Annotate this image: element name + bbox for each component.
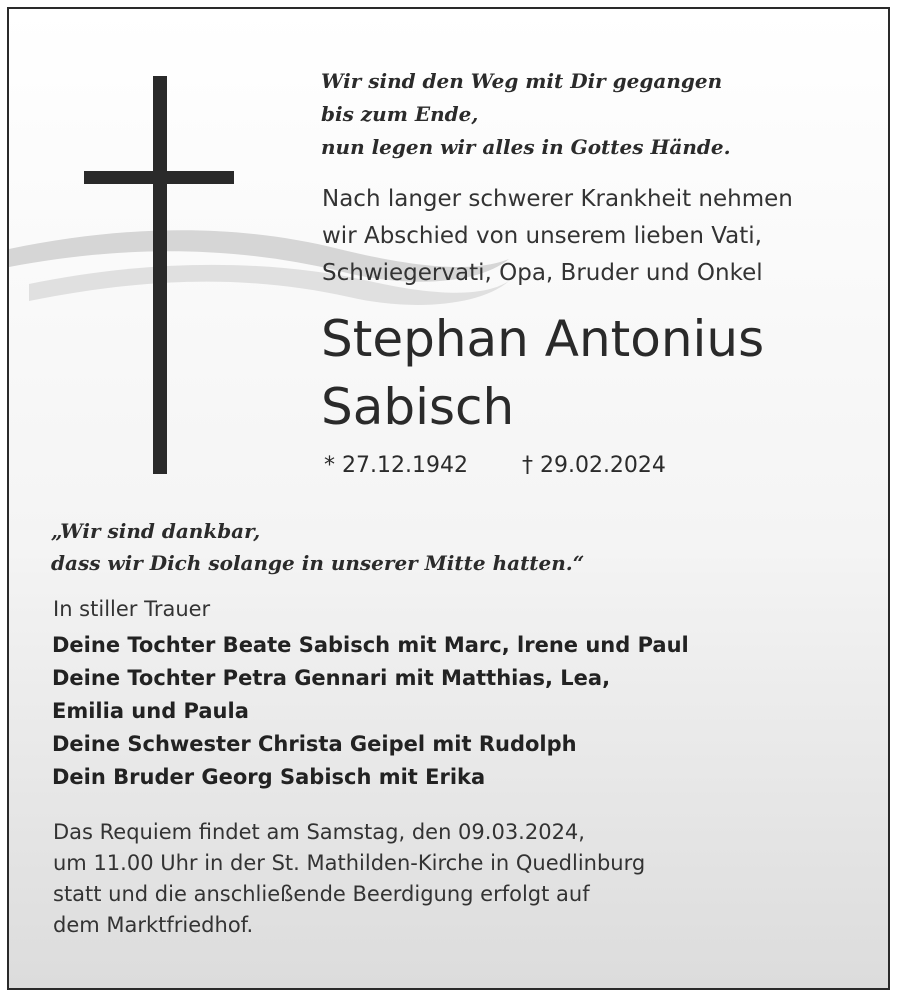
motto-line: Wir sind den Weg mit Dir gegangen bbox=[321, 69, 723, 93]
quote-line: dass wir Dich solange in unserer Mitte hatten.“ bbox=[51, 551, 585, 575]
service-line: dem Marktfriedhof. bbox=[53, 913, 254, 937]
service-line: um 11.00 Uhr in der St. Mathilden-Kirche in Quedlinburg bbox=[53, 851, 646, 875]
service-line: statt und die anschließende Beerdigung erfolgt auf bbox=[53, 882, 590, 906]
motto-line: bis zum Ende, bbox=[321, 102, 479, 126]
motto-verse bbox=[321, 65, 731, 164]
deceased-name bbox=[321, 305, 764, 441]
mourner-line: Dein Bruder Georg Sabisch mit Erika bbox=[52, 765, 486, 789]
intro-line: wir Abschied von unserem lieben Vati, bbox=[322, 223, 762, 249]
mourner-line: Deine Tochter Petra Gennari mit Matthias, Lea, bbox=[52, 666, 611, 690]
name-first-line: Stephan Antonius bbox=[321, 310, 765, 368]
death-date: † 29.02.2024 bbox=[521, 453, 666, 478]
birth-date: * 27.12.1942 bbox=[324, 453, 468, 478]
mourner-line: Emilia und Paula bbox=[52, 699, 249, 723]
obituary-card bbox=[7, 7, 890, 990]
intro-text bbox=[322, 181, 793, 292]
mourning-label: In stiller Trauer bbox=[53, 597, 211, 621]
name-surname: Sabisch bbox=[321, 378, 515, 436]
quote-line: „Wir sind dankbar, bbox=[51, 519, 261, 543]
mourner-line: Deine Schwester Christa Geipel mit Rudolph bbox=[52, 732, 577, 756]
life-dates bbox=[324, 453, 666, 478]
mourner-line: Deine Tochter Beate Sabisch mit Marc, lrene und Paul bbox=[52, 633, 689, 657]
intro-line: Schwiegervati, Opa, Bruder und Onkel bbox=[322, 260, 763, 286]
service-details bbox=[53, 817, 645, 941]
gratitude-quote bbox=[51, 515, 584, 579]
intro-line: Nach langer schwerer Krankheit nehmen bbox=[322, 186, 793, 212]
service-line: Das Requiem findet am Samstag, den 09.03.2024, bbox=[53, 820, 585, 844]
motto-line: nun legen wir alles in Gottes Hände. bbox=[321, 135, 731, 159]
mourners-list bbox=[52, 629, 689, 794]
